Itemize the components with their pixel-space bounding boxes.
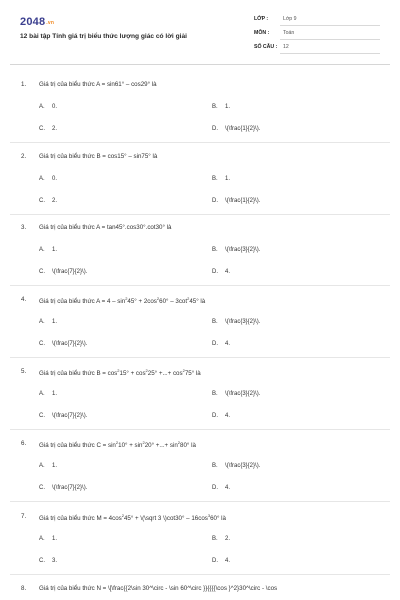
option-label: A.	[39, 104, 45, 110]
question-divider	[10, 142, 390, 143]
option-text: 3.	[52, 558, 58, 564]
answer-option[interactable]	[212, 126, 260, 132]
option-label: C.	[39, 126, 45, 132]
question-number: 2.	[21, 153, 27, 160]
question-number: 8.	[21, 585, 27, 592]
answer-option[interactable]	[39, 558, 57, 564]
option-text: \(\frac{7}{2}\).	[52, 485, 88, 491]
answer-option[interactable]	[212, 391, 260, 397]
answer-option[interactable]	[39, 104, 57, 110]
answer-option[interactable]	[39, 413, 87, 419]
option-text: \(\frac{3}{2}\).	[225, 463, 261, 469]
answer-option[interactable]	[39, 536, 57, 542]
question-divider	[10, 214, 390, 215]
meta-label: LỚP :	[254, 16, 269, 22]
question-divider	[10, 285, 390, 286]
option-label: A.	[39, 176, 45, 182]
option-label: B.	[212, 463, 218, 469]
answer-option[interactable]	[39, 485, 87, 491]
option-label: D.	[212, 341, 218, 347]
option-text: 1.	[52, 536, 58, 542]
answer-option[interactable]	[39, 269, 87, 275]
meta-label: SỐ CÂU :	[254, 44, 278, 50]
option-text: \(\frac{3}{2}\).	[225, 319, 261, 325]
question-text: Giá trị của biểu thức $B = \cos^215^\circ + \cos^225^\circ$ +...+ $\cos^275^\circ$ là	[39, 368, 201, 378]
question-text: Giá trị của biểu thức N = \[\frac{{2\sin 30^\circ - \sin 60^\circ }}{{{{\cos }^2}30^\circ - \cos	[39, 585, 278, 592]
answer-option[interactable]	[212, 319, 260, 325]
option-text: \(\frac{3}{2}\).	[225, 247, 261, 253]
question-number: 1.	[21, 81, 27, 88]
option-label: B.	[212, 104, 218, 110]
option-text: 1.	[52, 247, 58, 253]
question-number: 5.	[21, 368, 27, 375]
option-label: A.	[39, 463, 45, 469]
answer-option[interactable]	[212, 341, 230, 347]
option-text: 4.	[225, 413, 231, 419]
option-label: D.	[212, 413, 218, 419]
answer-option[interactable]	[39, 198, 57, 204]
option-text: 2.	[225, 536, 231, 542]
question-divider	[10, 574, 390, 575]
meta-value: Lớp 9	[283, 16, 297, 22]
answer-option[interactable]	[212, 485, 230, 491]
option-label: A.	[39, 319, 45, 325]
document-title: 12 bài tập Tính giá trị biểu thức lượng giác có lời giải	[20, 33, 187, 40]
option-label: B.	[212, 391, 218, 397]
question-text: Giá trị của biểu thức A = tan45°.cos30°.cot30° là	[39, 224, 172, 231]
question-text: Giá trị của biểu thức $A = 4 - \sin^245^\circ + 2\cos^260^\circ - 3\cot^245^\circ$ là	[39, 296, 206, 306]
option-text: \(\frac{7}{2}\).	[52, 413, 88, 419]
question-divider	[10, 357, 390, 358]
question-number: 6.	[21, 440, 27, 447]
option-text: \(\frac{1}{2}\).	[225, 198, 261, 204]
option-text: 4.	[225, 341, 231, 347]
option-label: A.	[39, 247, 45, 253]
question-number: 4.	[21, 296, 27, 303]
answer-option[interactable]	[39, 176, 57, 182]
option-text: 4.	[225, 269, 231, 275]
option-text: 1.	[225, 104, 231, 110]
answer-option[interactable]	[212, 269, 230, 275]
meta-row-class	[254, 14, 380, 26]
question-number: 3.	[21, 224, 27, 231]
option-label: C.	[39, 198, 45, 204]
answer-option[interactable]	[212, 247, 260, 253]
option-label: C.	[39, 485, 45, 491]
option-text: \(\frac{1}{2}\).	[225, 126, 261, 132]
answer-option[interactable]	[39, 391, 57, 397]
option-label: C.	[39, 558, 45, 564]
option-label: A.	[39, 391, 45, 397]
option-label: B.	[212, 536, 218, 542]
answer-option[interactable]	[212, 413, 230, 419]
meta-row-subject	[254, 28, 380, 40]
header-divider	[10, 64, 390, 65]
question-text: Giá trị của biểu thức B = cos15° – sin75° là	[39, 153, 158, 160]
answer-option[interactable]	[39, 319, 57, 325]
option-text: 1.	[225, 176, 231, 182]
answer-option[interactable]	[212, 104, 230, 110]
option-label: D.	[212, 269, 218, 275]
question-text: Giá trị của biểu thức $M = 4\cos^245^\circ$ + \(\sqrt 3 \)cot30° – $16\cos^360^\circ$ là	[39, 513, 226, 523]
answer-option[interactable]	[212, 176, 230, 182]
meta-label: MÔN :	[254, 30, 270, 36]
meta-value: Toán	[283, 30, 295, 36]
option-text: 0.	[52, 176, 58, 182]
option-text: 0.	[52, 104, 58, 110]
option-text: 2.	[52, 126, 58, 132]
answer-option[interactable]	[212, 463, 260, 469]
option-label: D.	[212, 485, 218, 491]
option-label: B.	[212, 176, 218, 182]
option-text: 4.	[225, 485, 231, 491]
answer-option[interactable]	[39, 126, 57, 132]
option-text: 2.	[52, 198, 58, 204]
meta-row-count	[254, 42, 380, 54]
question-divider	[10, 429, 390, 430]
meta-value: 12	[283, 44, 289, 50]
option-text: 1.	[52, 319, 58, 325]
option-label: D.	[212, 558, 218, 564]
question-number: 7.	[21, 513, 27, 520]
option-label: D.	[212, 198, 218, 204]
option-text: \(\frac{3}{2}\).	[225, 391, 261, 397]
question-text: Giá trị của biểu thức A = sin61° – cos29° là	[39, 81, 157, 88]
question-divider	[10, 501, 390, 502]
option-text: \(\frac{7}{2}\).	[52, 269, 88, 275]
answer-option[interactable]	[39, 341, 87, 347]
answer-option[interactable]	[39, 463, 57, 469]
answer-option[interactable]	[212, 536, 230, 542]
option-text: 4.	[225, 558, 231, 564]
option-label: C.	[39, 413, 45, 419]
option-label: B.	[212, 319, 218, 325]
option-text: 1.	[52, 463, 58, 469]
option-label: B.	[212, 247, 218, 253]
option-label: D.	[212, 126, 218, 132]
site-logo[interactable]: 2048.vn	[20, 16, 55, 28]
option-text: 1.	[52, 391, 58, 397]
answer-option[interactable]	[212, 198, 260, 204]
answer-option[interactable]	[212, 558, 230, 564]
option-label: C.	[39, 341, 45, 347]
option-label: C.	[39, 269, 45, 275]
option-label: A.	[39, 536, 45, 542]
question-text: Giá trị của biểu thức $C = \sin^210^\circ + \sin^220^\circ$ +...+ $\sin^280^\circ$ là	[39, 440, 196, 450]
option-text: \(\frac{7}{2}\).	[52, 341, 88, 347]
document-header	[0, 0, 400, 60]
answer-option[interactable]	[39, 247, 57, 253]
